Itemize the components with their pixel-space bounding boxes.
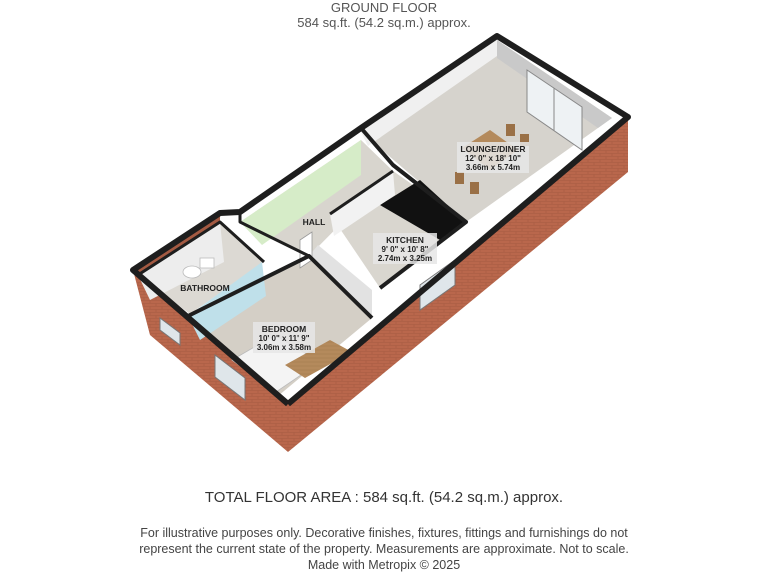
room-size-imperial-kitchen: 9' 0" x 10' 8" [381, 245, 429, 254]
room-label-bedroom [253, 322, 315, 353]
dining-chair [470, 182, 479, 194]
room-name-lounge: LOUNGE/DINER [460, 144, 526, 154]
dining-chair [506, 124, 515, 136]
room-label-hall [303, 217, 326, 227]
disclaimer-line: represent the current state of the property. Measurements are approximate. Not to scale. [139, 542, 629, 556]
room-label-bathroom [180, 283, 229, 293]
disclaimer [0, 525, 768, 573]
room-label-lounge [457, 142, 529, 173]
room-size-metric-lounge: 3.66m x 5.74m [465, 163, 521, 172]
credit-line: Made with Metropix © 2025 [307, 558, 461, 572]
floor-area-subtitle: 584 sq.ft. (54.2 sq.m.) approx. [297, 15, 471, 30]
disclaimer-line: For illustrative purposes only. Decorative finishes, fixtures, fittings and furnishings do not [140, 526, 628, 540]
room-size-imperial-bedroom: 10' 0" x 11' 9" [258, 334, 310, 343]
room-size-metric-kitchen: 2.74m x 3.25m [377, 254, 433, 263]
room-size-metric-bedroom: 3.06m x 3.58m [256, 343, 312, 352]
room-size-imperial-lounge: 12' 0" x 18' 10" [465, 154, 521, 163]
total-floor-area: TOTAL FLOOR AREA : 584 sq.ft. (54.2 sq.m.) approx. [204, 489, 564, 506]
dining-chair [455, 172, 464, 184]
basin [200, 258, 214, 268]
room-name-bathroom: BATHROOM [180, 283, 230, 293]
room-name-bedroom: BEDROOM [261, 324, 307, 334]
room-label-kitchen [373, 233, 437, 264]
toilet [183, 266, 201, 278]
room-name-hall: HALL [302, 217, 326, 227]
room-name-kitchen: KITCHEN [386, 235, 424, 245]
floor-title: GROUND FLOOR [330, 0, 438, 15]
